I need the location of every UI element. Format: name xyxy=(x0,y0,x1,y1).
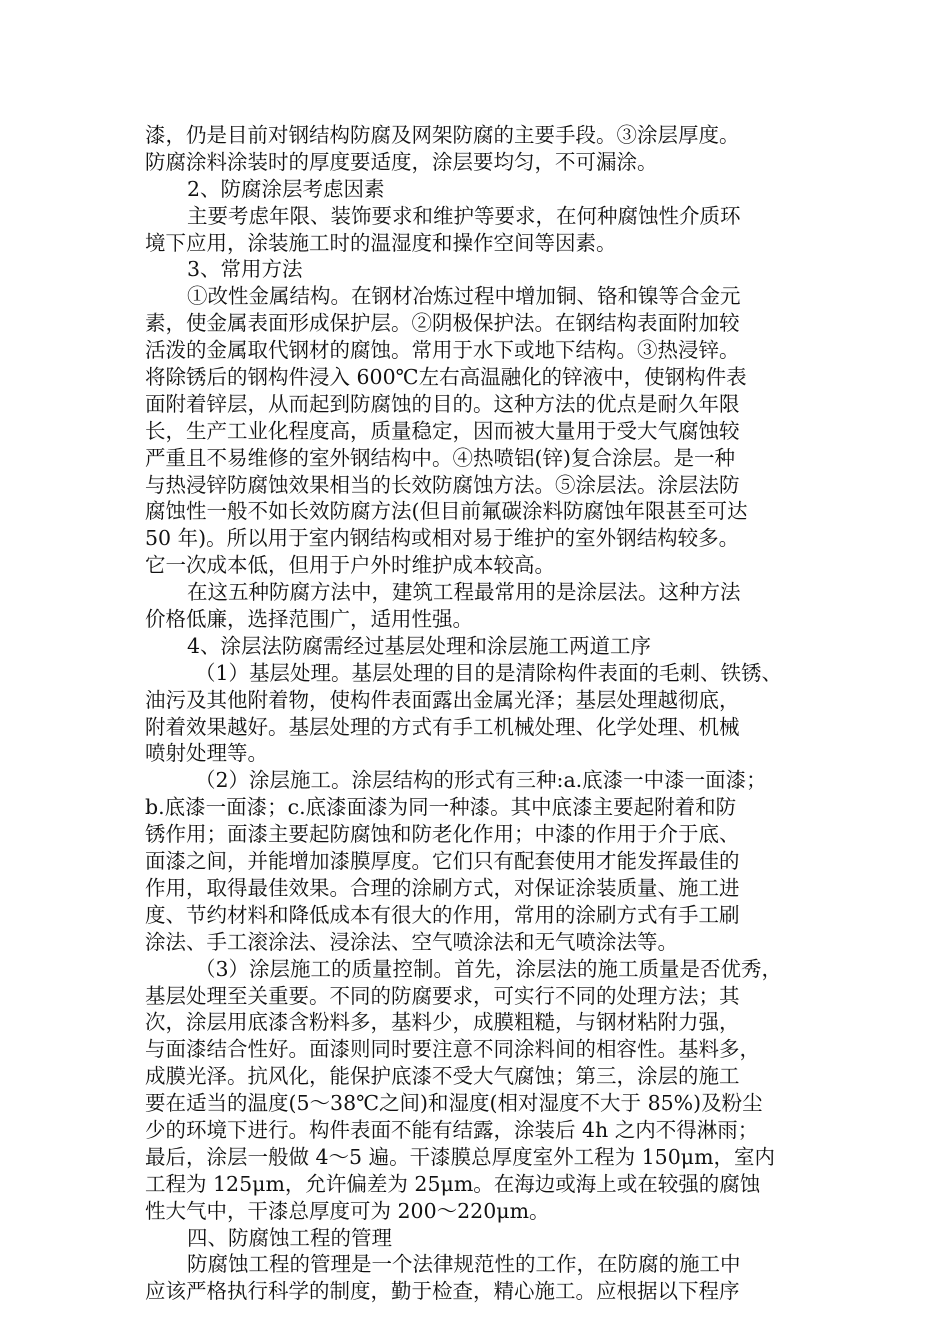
text-line: 附着效果越好。基层处理的方式有手工机械处理、化学处理、机械 xyxy=(145,714,740,739)
text-line: 漆，仍是目前对钢结构防腐及网架防腐的主要手段。③涂层厚度。 xyxy=(145,123,740,147)
text-line: 它一次成本低，但用于户外时维护成本较高。 xyxy=(145,553,555,578)
text-line: 最后，涂层一般做 4～5 遍。干漆膜总厚度室外工程为 150μm，室内 xyxy=(145,1144,776,1169)
text-line: 价格低廉，选择范围广，适用性强。 xyxy=(145,607,473,632)
text-line: （1）基层处理。基层处理的目的是清除构件表面的毛刺、铁锈、 xyxy=(195,660,783,685)
text-line: 少的环境下进行。构件表面不能有结露，涂装后 4h 之内不得淋雨； xyxy=(145,1117,759,1142)
text-line: 应该严格执行科学的制度，勤于检查，精心施工。应根据以下程序 xyxy=(145,1279,740,1304)
text-line: （3）涂层施工的质量控制。首先，涂层法的施工质量是否优秀， xyxy=(195,956,783,981)
text-line: 境下应用，涂装施工时的温湿度和操作空间等因素。 xyxy=(145,230,617,255)
text-line: 4、涂层法防腐需经过基层处理和涂层施工两道工序 xyxy=(187,633,652,658)
text-line: 2、防腐涂层考虑因素 xyxy=(187,176,385,201)
text-line: 严重且不易维修的室外钢结构中。④热喷铝(锌)复合涂层。是一种 xyxy=(145,445,735,470)
text-line: 长，生产工业化程度高，质量稳定，因而被大量用于受大气腐蚀较 xyxy=(145,418,740,443)
text-line: 基层处理至关重要。不同的防腐要求，可实行不同的处理方法；其 xyxy=(145,983,740,1008)
document-page xyxy=(145,122,811,1305)
text-line: 在这五种防腐方法中，建筑工程最常用的是涂层法。这种方法 xyxy=(187,580,741,605)
text-line: 面附着锌层，从而起到防腐蚀的目的。这种方法的优点是耐久年限 xyxy=(145,391,740,416)
text-line: 次，涂层用底漆含粉料多，基料少，成膜粗糙，与钢材粘附力强， xyxy=(145,1010,740,1035)
text-line: b.底漆一面漆；c.底漆面漆为同一种漆。其中底漆主要起附着和防 xyxy=(145,795,737,820)
text-line: 3、常用方法 xyxy=(187,257,303,282)
text-line: 主要考虑年限、装饰要求和维护等要求，在何种腐蚀性介质环 xyxy=(187,203,741,228)
text-line: 面漆之间，并能增加漆膜厚度。它们只有配套使用才能发挥最佳的 xyxy=(145,849,740,874)
text-line: 涂法、手工滚涂法、浸涂法、空气喷涂法和无气喷涂法等。 xyxy=(145,929,678,954)
text-line: 工程为 125μm，允许偏差为 25μm。在海边或海上或在较强的腐蚀 xyxy=(145,1171,761,1196)
text-line: 锈作用；面漆主要起防腐蚀和防老化作用；中漆的作用于介于底、 xyxy=(145,822,740,847)
text-line: 成膜光泽。抗风化，能保护底漆不受大气腐蚀；第三，涂层的施工 xyxy=(145,1064,740,1089)
text-line: ①改性金属结构。在钢材冶炼过程中增加铜、铬和镍等合金元 xyxy=(187,284,741,309)
text-line: 防腐涂料涂装时的厚度要适度，涂层要均匀，不可漏涂。 xyxy=(145,149,658,174)
text-line: 防腐蚀工程的管理是一个法律规范性的工作，在防腐的施工中 xyxy=(187,1252,741,1277)
text-line: 腐蚀性一般不如长效防腐方法(但目前氟碳涂料防腐蚀年限甚至可达 xyxy=(145,499,748,524)
text-line: 活泼的金属取代钢材的腐蚀。常用于水下或地下结构。③热浸锌。 xyxy=(145,338,740,363)
text-line: 度、节约材料和降低成本有很大的作用，常用的涂刷方式有手工刷 xyxy=(145,902,740,927)
text-line: 性大气中，干漆总厚度可为 200～220μm。 xyxy=(145,1198,550,1223)
text-line: 将除锈后的钢构件浸入 600℃左右高温融化的锌液中，使钢构件表 xyxy=(145,365,747,390)
text-line: 四、防腐蚀工程的管理 xyxy=(187,1225,392,1250)
text-line: 50 年)。所以用于室内钢结构或相对易于维护的室外钢结构较多。 xyxy=(145,526,740,551)
text-line: （2）涂层施工。涂层结构的形式有三种:a.底漆一中漆一面漆； xyxy=(195,768,767,793)
text-line: 与面漆结合性好。面漆则同时要注意不同涂料间的相容性。基料多， xyxy=(145,1037,760,1062)
text-line: 与热浸锌防腐蚀效果相当的长效防腐蚀方法。⑤涂层法。涂层法防 xyxy=(145,472,740,497)
text-line: 喷射处理等。 xyxy=(145,741,268,766)
text-line: 要在适当的温度(5～38℃之间)和湿度(相对湿度不大于 85%)及粉尘 xyxy=(145,1091,763,1116)
text-line: 素，使金属表面形成保护层。②阴极保护法。在钢结构表面附加较 xyxy=(145,311,740,336)
text-line: 油污及其他附着物，使构件表面露出金属光泽；基层处理越彻底， xyxy=(145,687,740,712)
text-line: 作用，取得最佳效果。合理的涂刷方式，对保证涂装质量、施工进 xyxy=(145,875,740,900)
